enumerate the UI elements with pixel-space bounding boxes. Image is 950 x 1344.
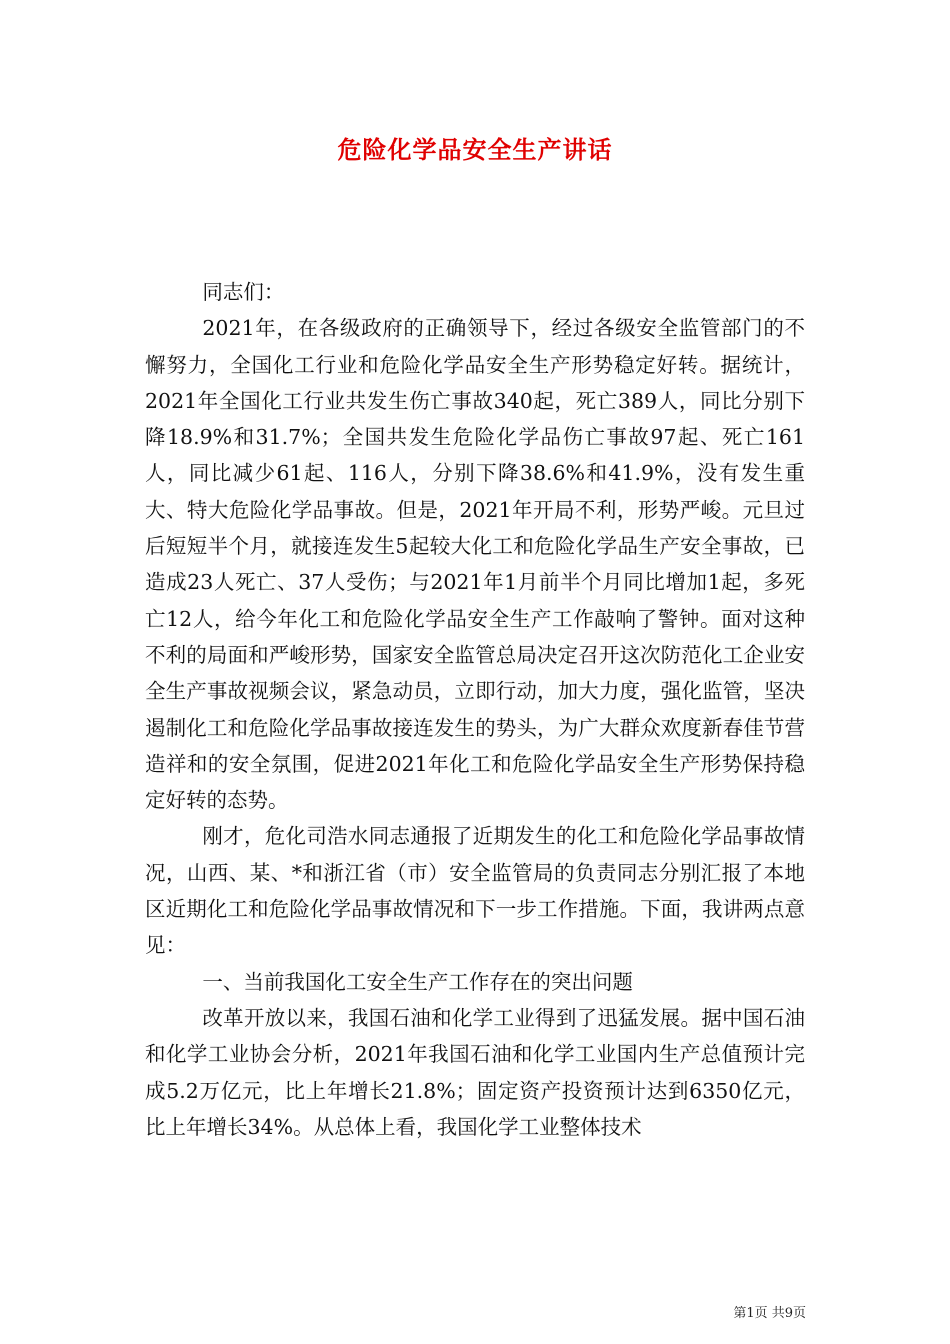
- page-number: 第1页 共9页: [733, 1306, 806, 1321]
- paragraph: 改革开放以来，我国石油和化学工业得到了迅猛发展。据中国石油和化学工业协会分析，2021年我国石油和化学工业国内生产总值预计完成5.2万亿元，比上年增长21.8%；固定资产投资预计达到6350亿元，比上年增长34%。从总体上看，我国化学工业整体技术: [145, 1005, 805, 1139]
- salutation: 同志们：: [202, 280, 285, 304]
- document-body: [145, 274, 805, 1145]
- section-heading: 一、当前我国化工安全生产工作存在的突出问题: [202, 969, 633, 994]
- paragraph: 刚才，危化司浩水同志通报了近期发生的化工和危险化学品事故情况，山西、某、*和浙江省（市）安全监管局的负责同志分别汇报了本地区近期化工和危险化学品事故情况和下一步工作措施。下面，我讲两点意见：: [145, 824, 805, 958]
- page-title: 危险化学品安全生产讲话: [337, 136, 613, 164]
- paragraph: 2021年，在各级政府的正确领导下，经过各级安全监管部门的不懈努力，全国化工行业和危险化学品安全生产形势稳定好转。据统计，2021年全国化工行业共发生伤亡事故340起，死亡389人，同比分别下降18.9%和31.7%；全国共发生危险化学品伤亡事故97起、死亡161人，同比减少61起、116人，分别下降38.6%和41.9%，没有发生重大、特大危险化学品事故。但是，2021年开局不利，形势严峻。元旦过后短短半个月，就接连发生5起较大化工和危险化学品生产安全事故，已造成23人死亡、37人受伤；与2021年1月前半个月同比增加1起，多死亡12人，给今年化工和危险化学品安全生产工作敲响了警钟。面对这种不利的局面和严峻形势，国家安全监管总局决定召开这次防范化工企业安全生产事故视频会议，紧急动员，立即行动，加大力度，强化监管，坚决遏制化工和危险化学品事故接连发生的势头，为广大群众欢度新春佳节营造祥和的安全氛围，促进2021年化工和危险化学品安全生产形势保持稳定好转的态势。: [145, 316, 805, 813]
